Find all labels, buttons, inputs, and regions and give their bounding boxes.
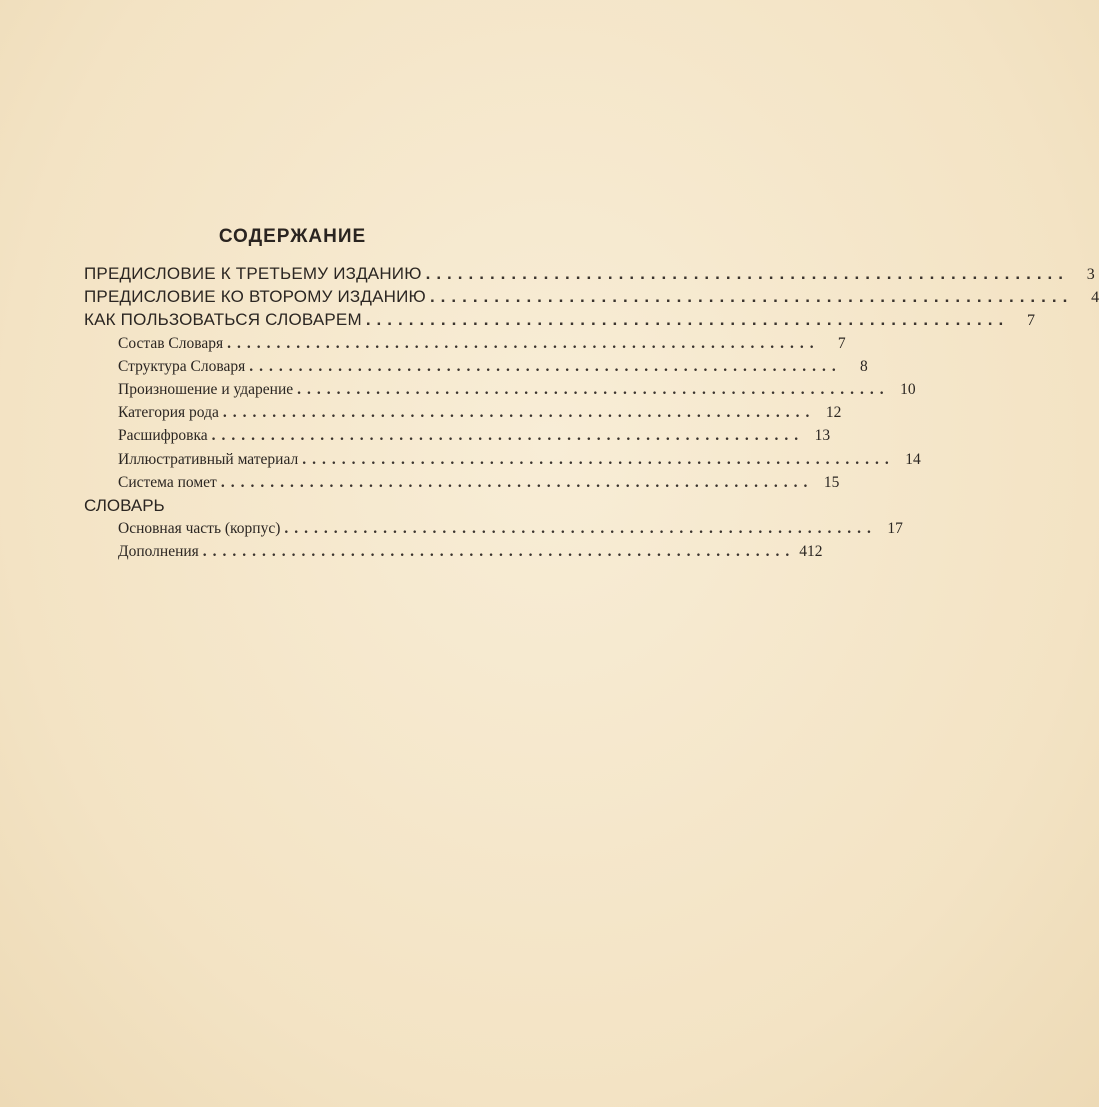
toc-entry-page: 17	[887, 520, 903, 538]
dot-leader: ............................................................	[284, 520, 877, 538]
dot-leader: ............................................................	[429, 287, 1074, 307]
dot-leader: ............................................................	[297, 380, 890, 398]
page-title: СОДЕРЖАНИЕ	[218, 226, 367, 247]
dot-leader: ............................................................	[222, 404, 816, 422]
dot-leader: ............................................................	[227, 334, 820, 352]
toc-subentry	[84, 378, 916, 401]
toc-entry-page: 15	[823, 473, 840, 491]
toc-entry-label: Произношение и ударение	[118, 380, 294, 398]
toc-entry-page: 7	[837, 334, 846, 352]
toc-subentry	[84, 471, 840, 494]
toc-entry-label: ПРЕДИСЛОВИЕ КО ВТОРОМУ ИЗДАНИЮ	[84, 287, 426, 307]
toc-entry-label: Структура Словаря	[118, 357, 246, 375]
toc-entry	[84, 285, 1099, 308]
dot-leader: ............................................................	[425, 264, 1069, 283]
toc-entry-label: Категория рода	[118, 404, 219, 422]
toc-entry-page: 14	[905, 450, 921, 468]
toc-subentry	[84, 540, 823, 563]
dot-leader: ............................................................	[211, 427, 805, 445]
toc-section-heading	[84, 494, 542, 517]
toc-entry	[84, 308, 1036, 331]
toc-entry-page: 4	[1091, 289, 1099, 307]
toc-entry-page: 10	[900, 380, 916, 398]
toc-entry-label: КАК ПОЛЬЗОВАТЬСЯ СЛОВАРЕМ	[84, 310, 362, 330]
toc-entry-label: Иллюстративный материал	[118, 450, 299, 468]
toc-subentry	[84, 517, 903, 540]
toc-entry-label: Система помет	[118, 473, 217, 491]
toc-entry-label: Дополнения	[118, 543, 199, 561]
table-of-contents	[84, 262, 1099, 563]
toc-subentry	[84, 332, 846, 355]
toc-subentry	[84, 448, 921, 471]
dot-leader: ............................................................	[302, 450, 895, 468]
toc-entry-page: 8	[860, 357, 868, 375]
toc-entry-label: Состав Словаря	[118, 334, 224, 352]
dot-leader: ............................................................	[220, 473, 814, 491]
dot-leader: ............................................................	[365, 310, 1010, 330]
toc-entry-label: Основная часть (корпус)	[118, 520, 281, 538]
toc-entry-page: 13	[814, 427, 831, 445]
toc-entry-page: 3	[1086, 266, 1095, 283]
toc-entry-page: 7	[1027, 312, 1036, 330]
dot-leader: ............................................................	[249, 357, 842, 375]
toc-subentry	[84, 355, 868, 378]
toc-entry-page: 12	[825, 404, 842, 422]
toc-entry-label: СЛОВАРЬ	[84, 495, 165, 515]
toc-entry-page: 412	[799, 543, 823, 561]
dot-leader: ............................................................	[202, 543, 796, 561]
toc-entry	[84, 262, 1095, 285]
toc-subentry	[84, 424, 831, 447]
toc-entry-label: ПРЕДИСЛОВИЕ К ТРЕТЬЕМУ ИЗДАНИЮ	[84, 264, 422, 283]
toc-entry-label: Расшифровка	[118, 427, 208, 445]
toc-subentry	[84, 401, 842, 424]
